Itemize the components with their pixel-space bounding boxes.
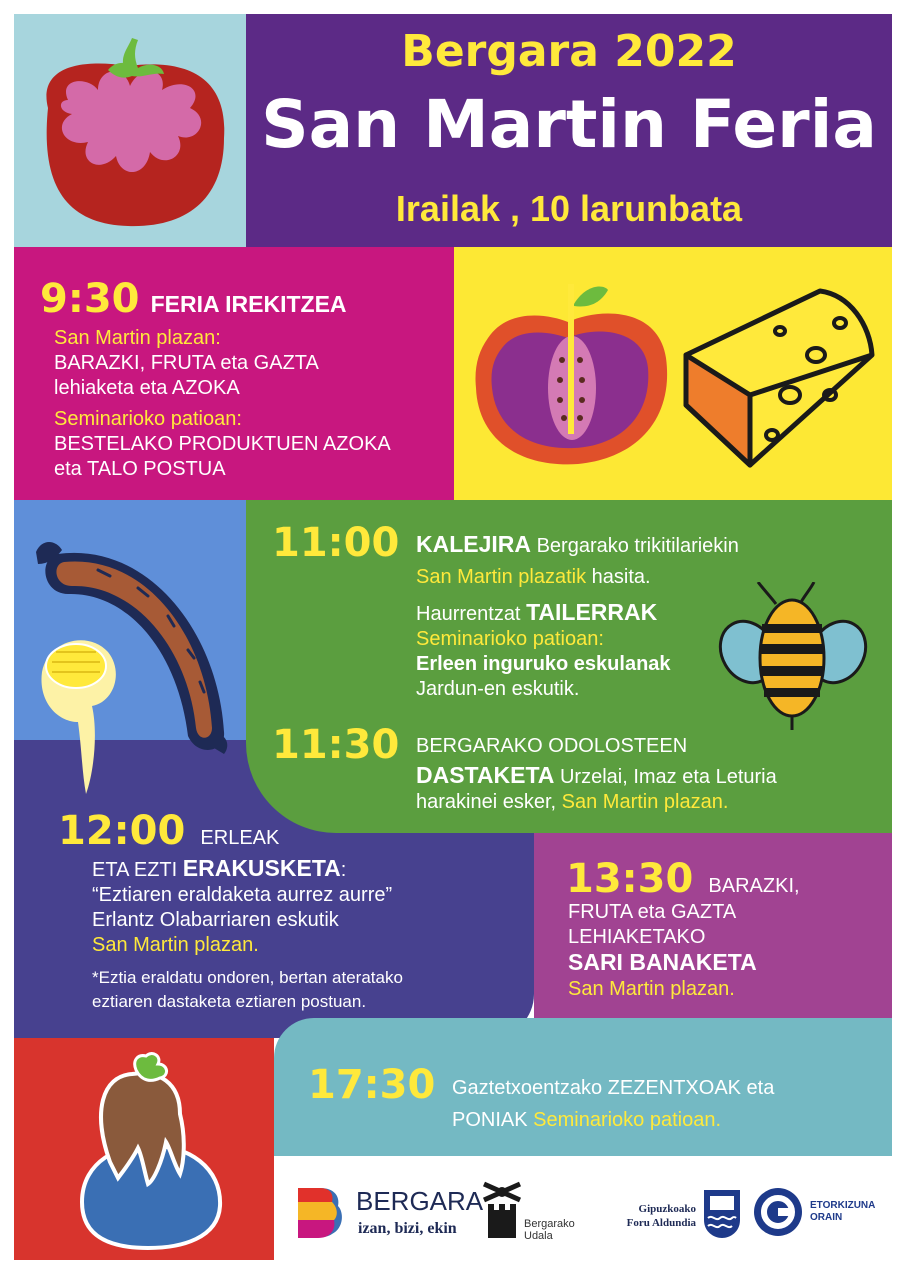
title-0930: FERIA IREKITZEA xyxy=(150,291,347,317)
kids-line-1: Erleen inguruko eskulanak xyxy=(416,653,671,675)
edition-title: Bergara 2022 xyxy=(401,26,737,77)
title-1100: KALEJIRA xyxy=(416,531,532,557)
location-0930-a: San Martin plazan: xyxy=(54,327,221,349)
location-1330: San Martin plazan. xyxy=(568,978,735,1000)
location-1200: San Martin plazan. xyxy=(92,934,259,956)
time-1200: 12:00 xyxy=(58,808,186,854)
etorkizuna-line-2: ORAIN xyxy=(810,1212,843,1223)
cheese-illustration xyxy=(680,285,880,470)
line-1330-3: LEHIAKETAKO xyxy=(568,926,706,948)
location-1100-suffix: hasita. xyxy=(591,566,651,588)
udala-line-1: Bergarako xyxy=(524,1218,575,1230)
kids-line-2: Jardun-en eskutik. xyxy=(416,678,580,700)
page-title: San Martin Feria xyxy=(261,86,877,163)
gipuzkoa-line-2: Foru Aldundia xyxy=(626,1217,696,1229)
kids-location: Seminarioko patioan: xyxy=(416,628,604,650)
bergara-slogan: izan, bizi, ekin xyxy=(358,1220,457,1237)
bee-illustration xyxy=(718,582,868,732)
tomato-illustration xyxy=(28,28,233,233)
line-1130-1: BERGARAKO ODOLOSTEEN xyxy=(416,735,688,757)
line-0930-1: BARAZKI, FRUTA eta GAZTA xyxy=(54,352,319,374)
bergara-logo-icon xyxy=(294,1184,344,1240)
title-1130: DASTAKETA xyxy=(416,762,555,788)
line-1330-2: FRUTA eta GAZTA xyxy=(568,901,737,923)
udala-line-2: Udala xyxy=(524,1230,553,1242)
location-1730: Seminarioko patioan. xyxy=(533,1109,722,1131)
title-1330: SARI BANAKETA xyxy=(568,949,757,975)
details-1200 xyxy=(92,856,403,1014)
location-0930-b: Seminarioko patioan: xyxy=(54,408,242,430)
line-1730-1: Gaztetxoentzako ZEZENTXOAK eta xyxy=(452,1077,775,1099)
location-1130: San Martin plazan. xyxy=(561,791,729,813)
kids-title: TAILERRAK xyxy=(526,599,658,625)
line-0930-4: eta TALO POSTUA xyxy=(54,458,226,480)
line-1200-1: ERLEAK xyxy=(200,827,280,849)
event-date: Irailak , 10 larunbata xyxy=(395,188,743,229)
line-1130-3: harakinei esker, xyxy=(416,791,557,813)
sausage-illustration xyxy=(28,522,238,802)
time-1130: 11:30 xyxy=(272,722,400,768)
note-1200-2: eztiaren dastaketa eztiaren postuan. xyxy=(92,992,367,1011)
time-1100: 11:00 xyxy=(272,520,400,566)
etorkizuna-logo-icon xyxy=(752,1186,804,1238)
line-1130-2: Urzelai, Imaz eta Leturia xyxy=(559,766,777,788)
line-1200-2: ETA EZTI xyxy=(92,859,178,881)
time-1330: 13:30 xyxy=(566,856,694,902)
location-1100: San Martin plazatik xyxy=(416,566,587,588)
title-1200-suffix: : xyxy=(340,859,347,881)
bergara-name: BERGARA xyxy=(356,1186,484,1216)
fruit-illustration xyxy=(468,278,678,473)
by-1200: Erlantz Olabarriaren eskutik xyxy=(92,909,339,931)
details-1130 xyxy=(416,734,777,815)
line-1730-2: PONIAK xyxy=(452,1109,528,1131)
time-0930: 9:30 xyxy=(40,276,140,322)
time-1730: 17:30 xyxy=(308,1062,436,1108)
note-1200-1: *Eztia eraldatu ondoren, bertan ateratako xyxy=(92,968,403,987)
kids-prefix: Haurrentzat xyxy=(416,603,521,625)
line-1330-1: BARAZKI, xyxy=(708,875,800,897)
title-1200: ERAKUSKETA xyxy=(182,855,341,881)
onion-illustration xyxy=(62,1052,232,1252)
udala-crest-icon xyxy=(480,1180,524,1240)
etorkizuna-line-1: ETORKIZUNA xyxy=(810,1200,876,1211)
details-1100 xyxy=(416,532,739,702)
gipuzkoa-line-1: Gipuzkoako xyxy=(638,1203,696,1215)
details-1330 xyxy=(568,900,757,1002)
line-0930-2: lehiaketa eta AZOKA xyxy=(54,377,240,399)
gipuzkoa-shield-icon xyxy=(702,1188,742,1240)
line-0930-3: BESTELAKO PRODUKTUEN AZOKA xyxy=(54,433,391,455)
details-0930 xyxy=(54,326,391,482)
desc-1100: Bergarako trikitilariekin xyxy=(536,535,739,557)
quote-1200: “Eztiaren eraldaketa aurrez aurre” xyxy=(92,884,393,906)
details-1730 xyxy=(452,1072,774,1136)
